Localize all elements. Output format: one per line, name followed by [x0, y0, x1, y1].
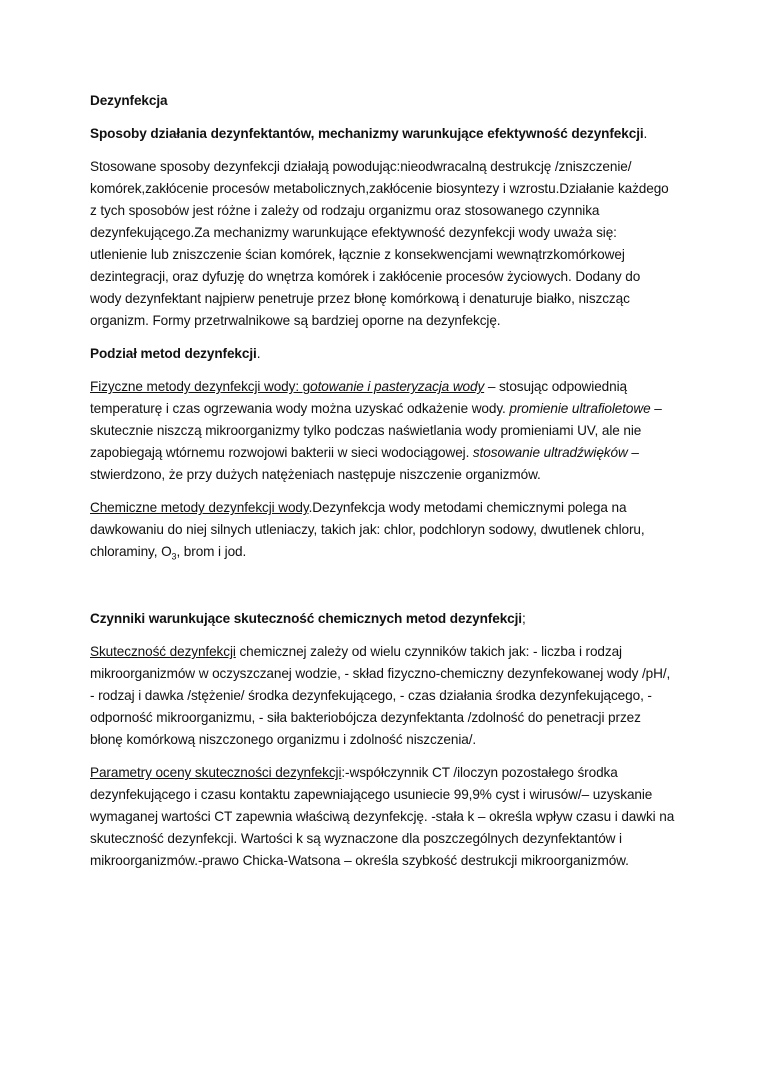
heading-punct: . [643, 126, 648, 141]
physical-text-2: – skutecznie niszczą mikroorganizmy tylko podczas naświetlania wody promieniami UV, ale nie zapobiegają wtórnemu rozwojowi bakterii w sieci wodociągowej. [90, 401, 662, 460]
heading-text: Podział metod dezynfekcji [90, 346, 257, 361]
parameters-label: Parametry oceny skuteczności dezynfekcji [90, 765, 342, 780]
heading-text: Czynniki warunkujące skuteczność chemicznych metod dezynfekcji [90, 611, 522, 626]
label-text: Fizyczne metody dezynfekcji wody: g [90, 379, 311, 394]
parameters-text: :-współczynnik CT /iloczyn pozostałego środka dezynfekującego i czasu kontaktu zapewniającego usuniecie 99,9% cyst i wirusów/– uzyskanie wymaganej wartości CT zapewnia właściwą dezynfekcję. -stała k – określa wpływ czasu i dawki na skuteczność dezynfekcji. Wartości k są wyznaczone dla poszczególnych dezynfektantów i mikroorganizmów.-prawo Chicka-Watsona – określa szybkość destrukcji mikroorganizmów. [90, 765, 675, 868]
section-heading-factors [90, 608, 675, 630]
physical-text-3: – stwierdzono, że przy dużych natężeniach następuje niszczenie organizmów. [90, 445, 639, 482]
ozone-subscript: 3 [171, 551, 177, 562]
section-heading-mechanisms [90, 123, 675, 145]
chemical-text-end: , brom i jod. [176, 544, 247, 559]
paragraph-chemical-methods [90, 497, 675, 563]
chemical-methods-label: Chemiczne metody dezynfekcji wody [90, 500, 309, 515]
physical-methods-label [90, 379, 484, 394]
document-body [90, 90, 675, 883]
paragraph-mechanisms: Stosowane sposoby dezynfekcji działają powodując:nieodwracalną destrukcję /zniszczenie/ komórek,zakłócenie procesów metabolicznych,zakłócenie biosyntezy i wzrostu.Działanie każdego z tych sposobów jest różne i zależy od rodzaju organizmu oraz stosowanego czynnika dezynfekującego.Za mechanizmy warunkujące efektywność dezynfekcji wody uważa się: utlenienie lub zniszczenie ścian komórek, łącznie z konsekwencjami wewnątrzkomórkowej dezintegracji, oraz dyfuzję do wnętrza komórek i zakłócenie procesów życiowych. Dodany do wody dezynfektant najpierw penetruje przez błonę komórkową i denaturuje białko, niszcząc organizm. Formy przetrwalnikowe są bardziej oporne na dezynfekcję. [90, 159, 669, 328]
chemical-text: .Dezynfekcja wody metodami chemicznymi polega na dawkowaniu do niej silnych utleniaczy, takich jak: chlor, podchloryn sodowy, dwutlenek chloru, chloraminy, O [90, 500, 645, 559]
uv-label: promienie ultrafioletowe [509, 401, 651, 416]
paragraph-effectiveness [90, 641, 675, 751]
spacer [90, 574, 675, 608]
heading-text: Sposoby działania dezynfektantów, mechanizmy warunkujące efektywność dezynfekcji [90, 126, 644, 141]
paragraph-parameters [90, 762, 675, 872]
ultrasound-label: stosowanie ultradźwięków [472, 445, 628, 460]
heading-punct: . [256, 346, 261, 361]
heading-punct: ; [521, 611, 526, 626]
document-title: Dezynfekcja [90, 93, 168, 108]
effectiveness-label: Skuteczność dezynfekcji [90, 644, 236, 659]
paragraph-physical-methods [90, 376, 675, 486]
physical-text-1: – stosując odpowiednią temperaturę i czas ogrzewania wody można uzyskać odkażenie wody. [90, 379, 627, 416]
effectiveness-text: chemicznej zależy od wielu czynników takich jak: - liczba i rodzaj mikroorganizmów w oczyszczanej wodzie, - skład fizyczno-chemiczny dezynfekowanej wody /pH/, - rodzaj i dawka /stężenie/ środka dezynfekującego, - czas działania środka dezynfekującego, - odporność mikroorganizmu, - siła bakteriobójcza dezynfektanta /zdolność do penetracji przez błonę komórkową niszczonego organizmu i zdolność niszczenia/. [90, 644, 671, 747]
section-heading-methods [90, 343, 675, 365]
label-italic: otowanie i pasteryzacja wody [310, 379, 485, 394]
